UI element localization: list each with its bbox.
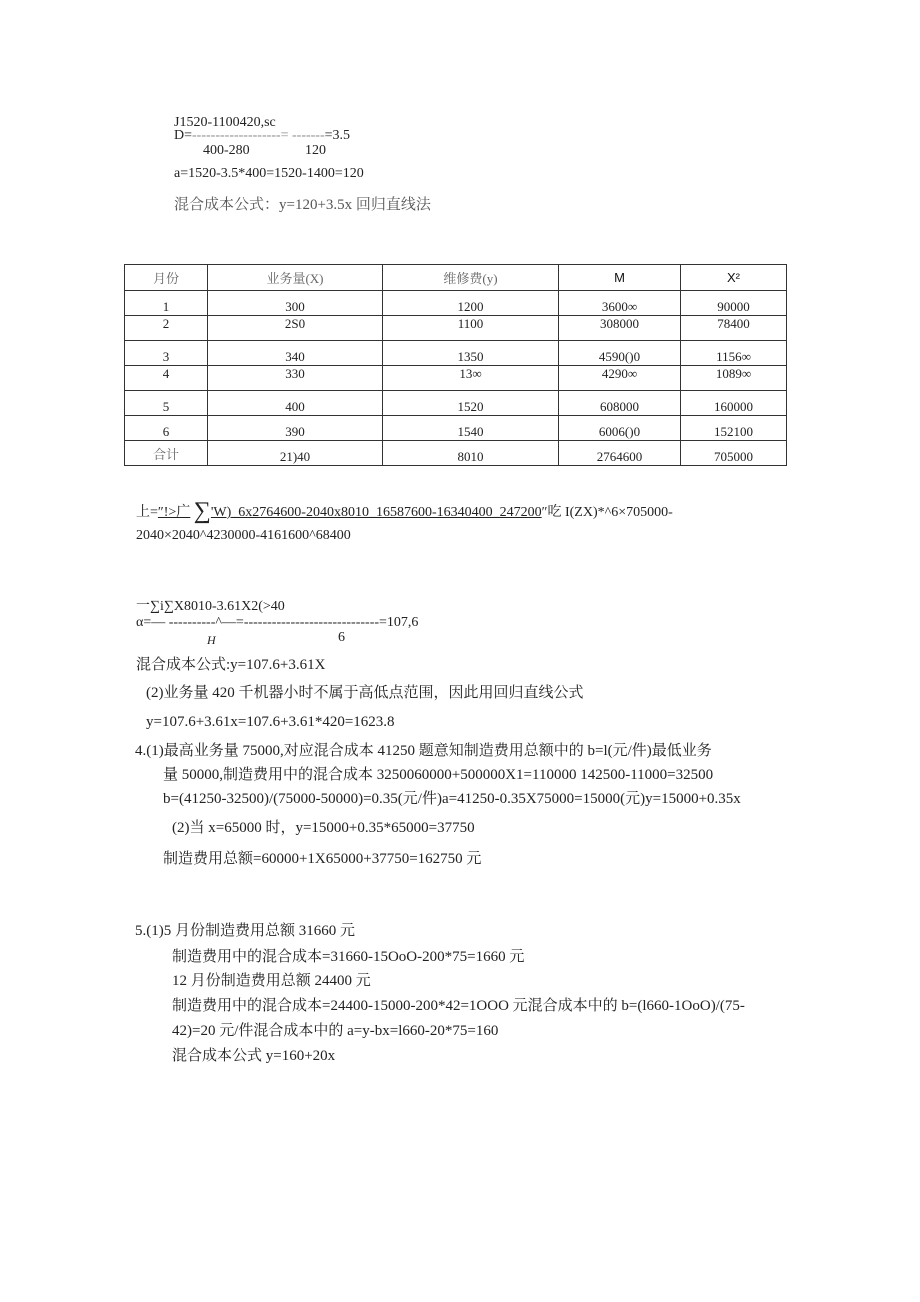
cell: 6006()0	[559, 416, 681, 441]
cell: 2764600	[559, 441, 681, 466]
q4-line-2: 量 50000,制造费用中的混合成本 3250060000+500000X1=110000 142500-11000=32500	[163, 767, 714, 783]
cell: 1520	[383, 391, 559, 416]
cell: 390	[208, 416, 383, 441]
cell: 1540	[383, 416, 559, 441]
b-label: 上=	[136, 505, 158, 520]
q5-line-2: 制造费用中的混合成本=31660-15OoO-200*75=1660 元	[172, 949, 525, 965]
a-regression-numerator: 一∑i∑X8010-3.61X2(>40	[136, 599, 285, 614]
cell: 3600∞	[559, 291, 681, 316]
regression-table	[124, 264, 787, 466]
cell: 308000	[559, 316, 681, 341]
cell: 4	[125, 366, 208, 391]
cell: 1089∞	[681, 366, 787, 391]
table-row	[125, 366, 787, 391]
table-row	[125, 291, 787, 316]
q4-line-1: 4.(1)最高业务量 75000,对应混合成本 41250 题意知制造费用总额中的 b=l(元/件)最低业务	[135, 743, 712, 759]
header-volume: 业务量(X)	[208, 265, 383, 291]
cell: 300	[208, 291, 383, 316]
b-label: D=	[174, 128, 193, 143]
header-repair-cost: 维修费(y)	[383, 265, 559, 291]
q4-line-5: 制造费用总额=60000+1X65000+37750=162750 元	[163, 851, 482, 867]
header-xy: M	[559, 265, 681, 291]
cell: 90000	[681, 291, 787, 316]
cell: 3	[125, 341, 208, 366]
q5-line-6: 混合成本公式 y=160+20x	[172, 1048, 336, 1064]
cell: 1	[125, 291, 208, 316]
garbled-text: ″!>广	[157, 505, 191, 520]
table-row	[125, 391, 787, 416]
a-denominator-1: H	[207, 633, 216, 647]
b-numerator: 'W)_6x2764600-2040x8010_16587600-16340400_247200	[210, 505, 542, 520]
cell: 2	[125, 316, 208, 341]
q5-line-1: 5.(1)5 月份制造费用总额 31660 元	[135, 923, 355, 939]
cell: 1156∞	[681, 341, 787, 366]
denominator-1: 400-280	[203, 143, 250, 158]
header-month: 月份	[125, 265, 208, 291]
cell: 1200	[383, 291, 559, 316]
table-header-row	[125, 265, 787, 291]
b-regression-line-2: 2040×2040^4230000-4161600^68400	[136, 528, 351, 543]
cell: 13∞	[383, 366, 559, 391]
mixed-cost-formula-1: 混合成本公式：y=120+3.5x 回归直线法	[174, 197, 431, 213]
question-2-text: (2)业务量 420 千机器小时不属于高低点范围，因此用回归直线公式	[146, 685, 584, 701]
q4-line-4: (2)当 x=65000 时，y=15000+0.35*65000=37750	[172, 820, 475, 836]
a-calculation: a=1520-3.5*400=1520-1400=120	[174, 166, 364, 181]
cell: 340	[208, 341, 383, 366]
question-2-calc: y=107.6+3.61x=107.6+3.61*420=1623.8	[146, 714, 395, 730]
sigma-symbol: ∑	[193, 498, 211, 524]
table-row	[125, 316, 787, 341]
high-low-numerator: J1520-1100420,sc	[174, 115, 276, 130]
q5-line-3: 12 月份制造费用总额 24400 元	[172, 973, 371, 989]
cell: 152100	[681, 416, 787, 441]
cell: 21)40	[208, 441, 383, 466]
cell: 6	[125, 416, 208, 441]
cell: 8010	[383, 441, 559, 466]
a-regression-line: α=— ----------^—=-----------------------------=107,6	[136, 615, 419, 630]
cell: 2S0	[208, 316, 383, 341]
cell: 1100	[383, 316, 559, 341]
q4-line-3: b=(41250-32500)/(75000-50000)=0.35(元/件)a=41250-0.35X75000=15000(元)y=15000+0.35x	[163, 791, 741, 807]
cell: 705000	[681, 441, 787, 466]
cell: 1350	[383, 341, 559, 366]
q5-line-4: 制造费用中的混合成本=24400-15000-200*42=1OOO 元混合成本中的 b=(l660-1OoO)/(75-	[172, 998, 745, 1014]
a-denominator-2: 6	[338, 630, 345, 645]
cell: 160000	[681, 391, 787, 416]
fraction-bar: -------------------= -------	[192, 128, 325, 143]
denominator-2: 120	[305, 143, 326, 158]
b-denominator: ″吃 I(ZX)*^6×705000-	[541, 505, 673, 520]
cell: 330	[208, 366, 383, 391]
b-result: =3.5	[324, 128, 351, 143]
cell: 5	[125, 391, 208, 416]
header-x-squared: X²	[681, 265, 787, 291]
cell: 78400	[681, 316, 787, 341]
cell: 合计	[125, 441, 208, 466]
mixed-cost-formula-2: 混合成本公式:y=107.6+3.61X	[136, 657, 326, 673]
cell: 608000	[559, 391, 681, 416]
table-row	[125, 341, 787, 366]
cell: 4290∞	[559, 366, 681, 391]
q5-line-5: 42)=20 元/件混合成本中的 a=y-bx=l660-20*75=160	[172, 1023, 499, 1039]
cell: 400	[208, 391, 383, 416]
table-row	[125, 416, 787, 441]
b-regression-line	[136, 498, 673, 524]
cell: 4590()0	[559, 341, 681, 366]
table-total-row	[125, 441, 787, 466]
